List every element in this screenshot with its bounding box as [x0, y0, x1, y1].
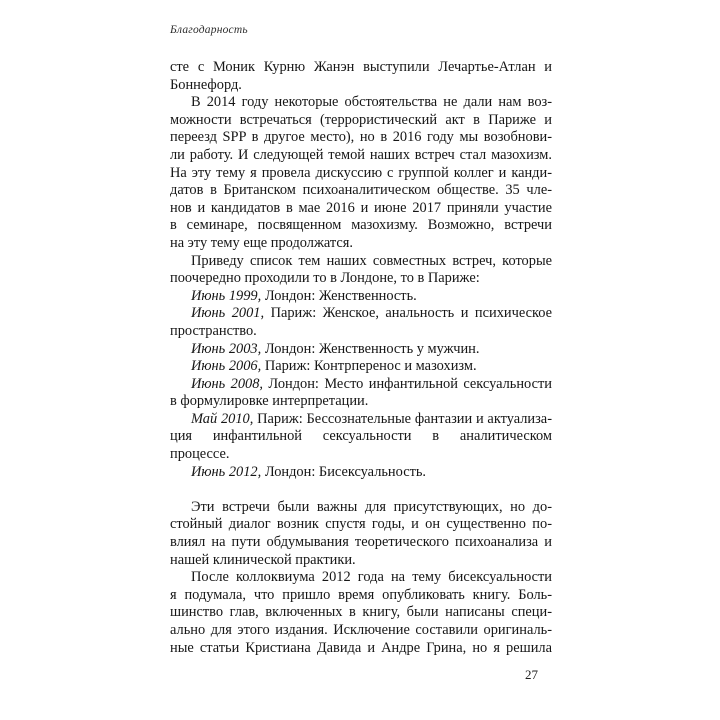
text-line: датов в Британском психоаналитическом обществе. 35 чле-	[170, 182, 552, 199]
list-item-line	[170, 305, 552, 323]
text-line: ально для этого издания. Исключение составили оригиналь-	[170, 622, 552, 638]
list-item-text: Париж: Женское, анальность и психическое	[264, 305, 552, 322]
text-line: влиял на пути обдумывания теоретического психоанализа и	[170, 534, 552, 551]
list-item-line	[170, 288, 552, 306]
list-item-date: Июнь 2008,	[191, 375, 264, 392]
list-item-date: Июнь 2001,	[191, 305, 265, 322]
list-item-date: Июнь 1999,	[191, 287, 262, 304]
list-item-text: Лондон: Бисексуальность.	[261, 463, 427, 480]
list-item-text: Лондон: Женственность у мужчин.	[261, 340, 480, 357]
text-line: можности встречаться (террористический акт в Париже и	[170, 111, 552, 128]
list-continuation-line: процессе.	[170, 446, 230, 463]
text-line: в семинаре, посвященном мазохизму. Возможно, встречи	[170, 217, 552, 234]
text-line: После коллоквиума 2012 года на тему бисексуальности	[191, 569, 552, 586]
list-item-text: Париж: Контрперенос и мазохизм.	[261, 358, 477, 375]
list-item-date: Июнь 2003,	[191, 340, 262, 357]
list-continuation-line: ция инфантильной сексуальности в аналитическом	[170, 428, 552, 445]
text-line: Приведу список тем наших совместных встреч, которые	[191, 252, 552, 269]
list-item-date: Июнь 2006,	[191, 358, 262, 375]
list-item-date: Май 2010,	[191, 410, 254, 427]
text-line: на эту тему еще продолжатся.	[170, 234, 353, 251]
list-item-text: Париж: Бессознательные фантазии и актуализа-	[253, 410, 552, 427]
list-item-text: Лондон: Женственность.	[261, 287, 417, 304]
running-header: Благодарность	[170, 24, 248, 36]
list-item-date: Июнь 2012,	[191, 463, 262, 480]
text-line: шинство глав, включенных в книгу, были написаны специ-	[170, 604, 552, 621]
text-line: нашей клинической практики.	[170, 551, 356, 568]
text-line: ли работу. И следующей темой наших встреч стал мазохизм.	[170, 146, 552, 163]
list-item-line	[170, 376, 552, 394]
body-text	[170, 59, 552, 657]
text-line: поочередно проходили то в Лондоне, то в Париже:	[170, 270, 480, 287]
text-line: я подумала, что пришло время опубликовать книгу. Боль-	[170, 586, 552, 603]
text-line: стойный диалог возник спустя годы, и он существенно по-	[170, 516, 552, 533]
text-line: На эту тему я провела дискуссию с группой коллег и канди-	[170, 164, 552, 181]
list-continuation-line: пространство.	[170, 322, 257, 339]
list-item-line	[170, 358, 552, 376]
list-continuation-line: в формулировке интерпретации.	[170, 393, 369, 410]
list-item-text: Лондон: Место инфантильной сексуальности	[263, 375, 552, 392]
text-line: переезд SPP в другое место), но в 2016 году мы возобнови-	[170, 129, 552, 146]
list-item-line	[170, 341, 552, 359]
page-number: 27	[525, 667, 538, 682]
list-item-line	[170, 411, 552, 429]
text-line: сте с Моник Курню Жанэн выступили Лечартье-Атлан и	[170, 59, 552, 75]
list-item-line	[170, 464, 552, 482]
text-line: нов и кандидатов в мае 2016 и июне 2017 приняли участие	[170, 199, 552, 216]
text-line: Эти встречи были важны для присутствующих, но до-	[191, 498, 552, 515]
text-line: ные статьи Кристиана Давида и Андре Грина, но я решила	[170, 639, 552, 656]
text-line: Боннефорд.	[170, 76, 242, 93]
text-line: В 2014 году некоторые обстоятельства не дали нам воз-	[191, 94, 552, 111]
